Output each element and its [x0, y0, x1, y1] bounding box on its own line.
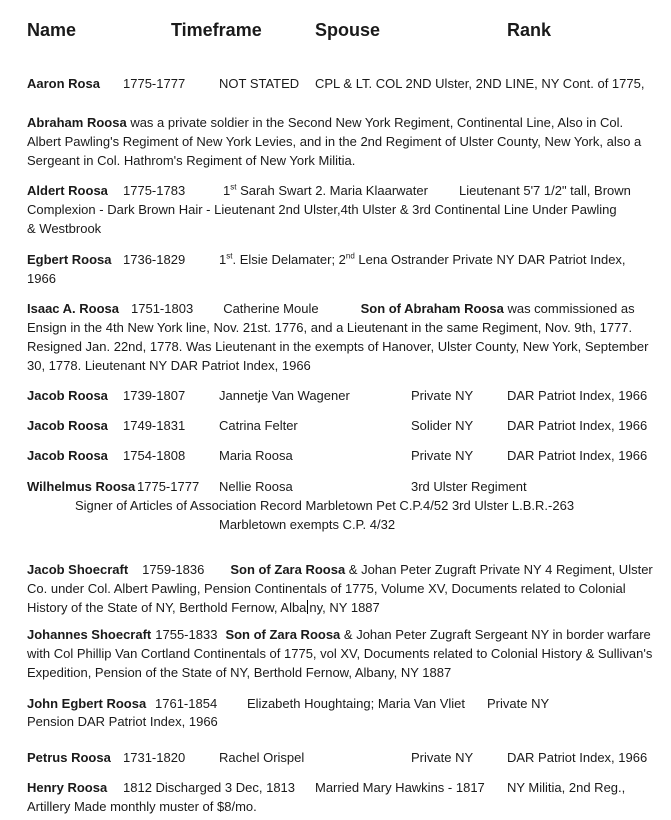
entry-abraham-roosa [27, 113, 655, 170]
header-name: Name [27, 20, 77, 40]
entry-source: DAR Patriot Index, 1966 [507, 750, 648, 765]
entry-rank: Private NY [411, 750, 474, 765]
entry-years: 1731-1820 [123, 750, 186, 765]
entry-name: Jacob Roosa [27, 418, 108, 433]
entry-spouse: Nellie Roosa [219, 479, 293, 494]
entry-name: Wilhelmus Roosa [27, 479, 136, 494]
entry-aldert-line2: Complexion - Dark Brown Hair - Lieutenant 2nd Ulster,4th Ulster & 3rd Continental Line Under Pawling [27, 202, 617, 217]
entry-isaac-roosa [27, 299, 655, 375]
entry-name: Petrus Roosa [27, 750, 111, 765]
entry-henry-line2: Artillery Made monthly muster of $8/mo. [27, 799, 257, 814]
entry-years: 1755-1833 [155, 627, 218, 642]
entry-johannes-shoecraft [27, 625, 655, 682]
entry-rank: Solider NY [411, 418, 474, 433]
entry-name: Isaac A. Roosa [27, 301, 120, 316]
entry-son-of: Son of Zara Roosa [230, 562, 346, 577]
entry-name: Jacob Roosa [27, 388, 108, 403]
entry-spouse: NOT STATED [219, 76, 300, 91]
entry-name: Jacob Roosa [27, 448, 108, 463]
entry-source: DAR Patriot Index, 1966 [507, 448, 648, 463]
entry-name: Henry Roosa [27, 780, 108, 795]
header-rank: Rank [507, 20, 552, 40]
entry-name: Aldert Roosa [27, 183, 108, 198]
entry-source: DAR Patriot Index, 1966 [507, 418, 648, 433]
entry-spouse: Elizabeth Houghtaing; Maria Van Vliet [247, 696, 465, 711]
entry-john-line2: Pension DAR Patriot Index, 1966 [27, 714, 218, 729]
entry-spouse: Jannetje Van Wagener [219, 388, 350, 403]
header-spouse: Spouse [315, 20, 381, 40]
entry-name: Johannes Shoecraft [27, 627, 152, 642]
entry-spouse: Married Mary Hawkins - 1817 [315, 780, 485, 795]
entry-spouse: Maria Roosa [219, 448, 293, 463]
entry-egbert-line2: 1966 [27, 271, 56, 286]
entry-text: was commissioned as Ensign in the 4th New York line, Nov. 21st. 1776, and a Lieutenant in the same Regiment, Nov. 9th, 1777. Resigned Jan. 22nd, 1778. Was Lieutenant in the exempts of Hanover, Ulster County, New York, September 30, 1778. Lieutenant NY DAR Patriot Index, 1966 [27, 301, 649, 373]
entry-aldert-line3: & Westbrook [27, 221, 102, 236]
entry-wilhelmus-line3: Marbletown exempts C.P. 4/32 [219, 517, 396, 532]
entry-rank: Private NY [411, 448, 474, 463]
header-timeframe: Timeframe [171, 20, 262, 40]
entry-spouse: 1st. Elsie Delamater; 2nd Lena Ostrander Private NY DAR Patriot Index, [219, 251, 626, 267]
entry-wilhelmus-line2: Signer of Articles of Association Record Marbletown Pet C.P.4/52 3rd Ulster L.B.R.-263 [75, 498, 575, 513]
entry-rank: Lieutenant 5'7 1/2" tall, Brown [459, 183, 631, 198]
entry-text: & Johan Peter Zugraft Private NY 4 Regiment, Ulster Co. under Col. Albert Pawling, Pension Continentals of 1775, Volume XV, Documents related to Colonial History of the State of NY, Berthold Fernow, Alba [27, 562, 653, 615]
entry-years: 1749-1831 [123, 418, 186, 433]
entry-son-of: Son of Zara Roosa [225, 627, 341, 642]
entry-jacob-shoecraft [27, 560, 655, 617]
entry-years: 1736-1829 [123, 252, 186, 267]
entry-text: was a private soldier in the Second New York Regiment, Continental Line, Also in Col. Albert Pawling's Regiment of New York Levies, and in the 2nd Regiment of Ulster County, New York, also a Sergeant in Col. Hathrom's Regiment of New York Militia. [27, 115, 642, 168]
entry-rank: Private NY [487, 696, 550, 711]
entry-spouse: Catherine Moule [223, 301, 319, 316]
entry-years: 1759-1836 [142, 562, 205, 577]
entry-years: 1812 Discharged 3 Dec, 1813 [123, 780, 296, 795]
entry-rank: Private NY [411, 388, 474, 403]
entry-source: DAR Patriot Index, 1966 [507, 388, 648, 403]
entry-text-end: ny, NY 1887 [309, 600, 380, 615]
entry-name: Egbert Roosa [27, 252, 112, 267]
entry-name: John Egbert Roosa [27, 696, 147, 711]
entry-name: Jacob Shoecraft [27, 562, 129, 577]
entry-spouse: 1st Sarah Swart 2. Maria Klaarwater [223, 182, 428, 198]
entry-years: 1775-1777 [137, 479, 200, 494]
entry-son-of: Son of Abraham Roosa [360, 301, 504, 316]
entry-years: 1739-1807 [123, 388, 186, 403]
entry-years: 1761-1854 [155, 696, 218, 711]
entry-spouse: Rachel Orispel [219, 750, 305, 765]
entry-rank: 3rd Ulster Regiment [411, 479, 527, 494]
entry-years: 1754-1808 [123, 448, 186, 463]
entry-years: 1751-1803 [131, 301, 194, 316]
entry-name: Aaron Rosa [27, 76, 100, 91]
entry-text: & Johan Peter Zugraft Sergeant NY in border warfare with Col Phillip Van Cortland Continentals of 1775, vol XV, Documents related to Colonial History & Sullivan's Expedition, Pension of the State of NY, Berthold Fernow, Albany, NY 1887 [27, 627, 653, 680]
entry-rank: NY Militia, 2nd Reg., [507, 780, 626, 795]
entry-years: 1775-1777 [123, 76, 186, 91]
entry-spouse: Catrina Felter [219, 418, 298, 433]
entry-rank: CPL & LT. COL 2ND Ulster, 2ND LINE, NY Cont. of 1775, [315, 76, 645, 91]
entry-years: 1775-1783 [123, 183, 186, 198]
entry-name: Abraham Roosa [27, 115, 127, 130]
